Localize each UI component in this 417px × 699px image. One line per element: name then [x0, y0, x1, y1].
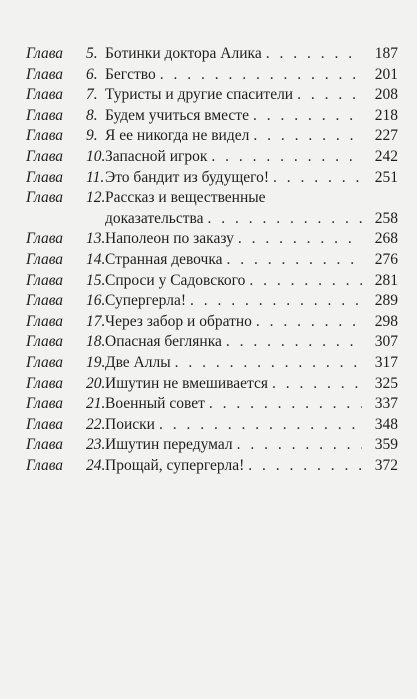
dot-leader	[253, 106, 362, 127]
chapter-number: 18.	[86, 333, 106, 351]
chapter-number: 23.	[86, 436, 106, 454]
toc-entry	[26, 44, 398, 65]
chapter-label: Глава	[26, 65, 64, 83]
page-number: 289	[374, 292, 398, 310]
chapter-label: Глава	[26, 250, 64, 268]
chapter-number: 14.	[86, 250, 106, 268]
chapter-title: Через забор и обратно	[105, 312, 252, 330]
dot-leader	[190, 291, 362, 312]
chapter-number: 21.	[86, 395, 106, 413]
chapter-title: Ботинки доктора Алика	[105, 45, 262, 62]
toc-entry	[26, 456, 398, 477]
page-number: 242	[374, 147, 398, 165]
chapter-label: Глава	[26, 456, 64, 474]
chapter-title: Ишутин передумал	[105, 436, 233, 454]
chapter-title: Запасной игрок	[105, 147, 208, 165]
page-number: 307	[374, 333, 398, 351]
chapter-number: 9.	[86, 127, 98, 145]
chapter-label: Глава	[26, 333, 64, 351]
chapter-label: Глава	[26, 395, 64, 413]
page-number: 372	[374, 456, 398, 474]
chapter-title: Это бандит из будущего!	[105, 168, 270, 186]
toc-entry	[26, 312, 398, 333]
chapter-title: Странная девочка	[105, 250, 223, 268]
dot-leader	[175, 353, 362, 374]
chapter-number: 10.	[86, 147, 106, 165]
dot-leader	[209, 394, 362, 415]
dot-leader	[159, 415, 362, 436]
toc-entry	[26, 394, 398, 415]
chapter-number: 6.	[86, 65, 98, 83]
chapter-label: Глава	[26, 312, 64, 330]
dot-leader	[297, 85, 362, 106]
chapter-number: 11.	[86, 168, 105, 186]
page-number: 281	[374, 271, 398, 289]
page-number: 337	[374, 395, 398, 413]
page-number: 208	[374, 86, 398, 104]
chapter-title: Спроси у Садовского	[105, 271, 246, 289]
chapter-number: 17.	[86, 312, 106, 330]
page-number: 359	[374, 436, 398, 454]
chapter-title: Будем учиться вместе	[105, 106, 249, 124]
page-number: 251	[374, 168, 398, 186]
toc-entry	[26, 250, 398, 271]
toc-entry	[26, 332, 398, 353]
chapter-number: 7.	[86, 86, 98, 104]
page-number: 227	[374, 127, 398, 145]
dot-leader	[160, 65, 362, 86]
chapter-title: Прощай, супергерла!	[105, 456, 245, 474]
chapter-label: Глава	[26, 45, 64, 62]
dot-leader	[272, 374, 362, 395]
page-number: 317	[374, 353, 398, 371]
toc-entry	[26, 106, 398, 127]
chapter-number: 15.	[86, 271, 106, 289]
toc-entry	[26, 168, 398, 189]
page-number: 218	[374, 106, 398, 124]
chapter-title: Ишутин не вмешивается	[105, 374, 268, 392]
page-number: 187	[374, 45, 398, 62]
toc-entry	[26, 65, 398, 86]
chapter-number: 19.	[86, 353, 106, 371]
page-number: 201	[374, 65, 398, 83]
dot-leader	[266, 44, 362, 65]
chapter-title: Бегство	[105, 65, 156, 83]
toc-entry	[26, 415, 398, 436]
table-of-contents	[26, 44, 398, 476]
dot-leader	[226, 332, 362, 353]
dot-leader	[208, 209, 362, 230]
chapter-label: Глава	[26, 168, 64, 186]
chapter-title-continued: доказательства	[105, 209, 204, 227]
dot-leader	[227, 250, 363, 271]
chapter-number: 5.	[86, 45, 98, 62]
chapter-title: Поиски	[105, 415, 155, 433]
toc-entry	[26, 126, 398, 147]
chapter-label: Глава	[26, 353, 64, 371]
chapter-number: 22.	[86, 415, 106, 433]
chapter-label: Глава	[26, 86, 64, 104]
chapter-label: Глава	[26, 189, 64, 207]
chapter-label: Глава	[26, 415, 64, 433]
chapter-title: Опасная беглянка	[105, 333, 222, 351]
toc-entry	[26, 435, 398, 456]
dot-leader	[253, 126, 362, 147]
toc-entry	[26, 291, 398, 312]
dot-leader	[237, 435, 362, 456]
page-number: 268	[374, 230, 398, 248]
dot-leader	[248, 456, 362, 477]
chapter-label: Глава	[26, 374, 64, 392]
chapter-title: Я ее никогда не видел	[105, 127, 250, 145]
chapter-label: Глава	[26, 292, 64, 310]
page-number: 298	[374, 312, 398, 330]
dot-leader	[249, 271, 362, 292]
toc-entry	[26, 229, 398, 250]
chapter-number: 13.	[86, 230, 106, 248]
toc-entry	[26, 85, 398, 106]
chapter-title: Две Аллы	[105, 353, 171, 371]
chapter-label: Глава	[26, 230, 64, 248]
toc-entry	[26, 353, 398, 374]
chapter-label: Глава	[26, 127, 64, 145]
chapter-number: 12.	[86, 189, 106, 207]
chapter-title: Рассказ и вещественные	[105, 189, 266, 207]
chapter-number: 8.	[86, 106, 98, 124]
chapter-label: Глава	[26, 271, 64, 289]
chapter-label: Глава	[26, 147, 64, 165]
dot-leader	[256, 312, 362, 333]
chapter-number: 20.	[86, 374, 106, 392]
chapter-title: Туристы и другие спасители	[105, 86, 294, 104]
dot-leader	[211, 147, 362, 168]
page-number: 325	[374, 374, 398, 392]
chapter-label: Глава	[26, 436, 64, 454]
dot-leader	[238, 229, 362, 250]
chapter-label: Глава	[26, 106, 64, 124]
page-number: 276	[374, 250, 398, 268]
toc-entry	[26, 188, 398, 229]
chapter-title: Наполеон по заказу	[105, 230, 234, 248]
toc-entry	[26, 271, 398, 292]
chapter-number: 24.	[86, 456, 106, 474]
chapter-title: Супергерла!	[105, 292, 186, 310]
chapter-number: 16.	[86, 292, 106, 310]
page-number: 348	[374, 415, 398, 433]
chapter-title: Военный совет	[105, 395, 205, 413]
toc-entry	[26, 374, 398, 395]
page-number: 258	[374, 209, 398, 227]
dot-leader	[273, 168, 362, 189]
toc-entry	[26, 147, 398, 168]
